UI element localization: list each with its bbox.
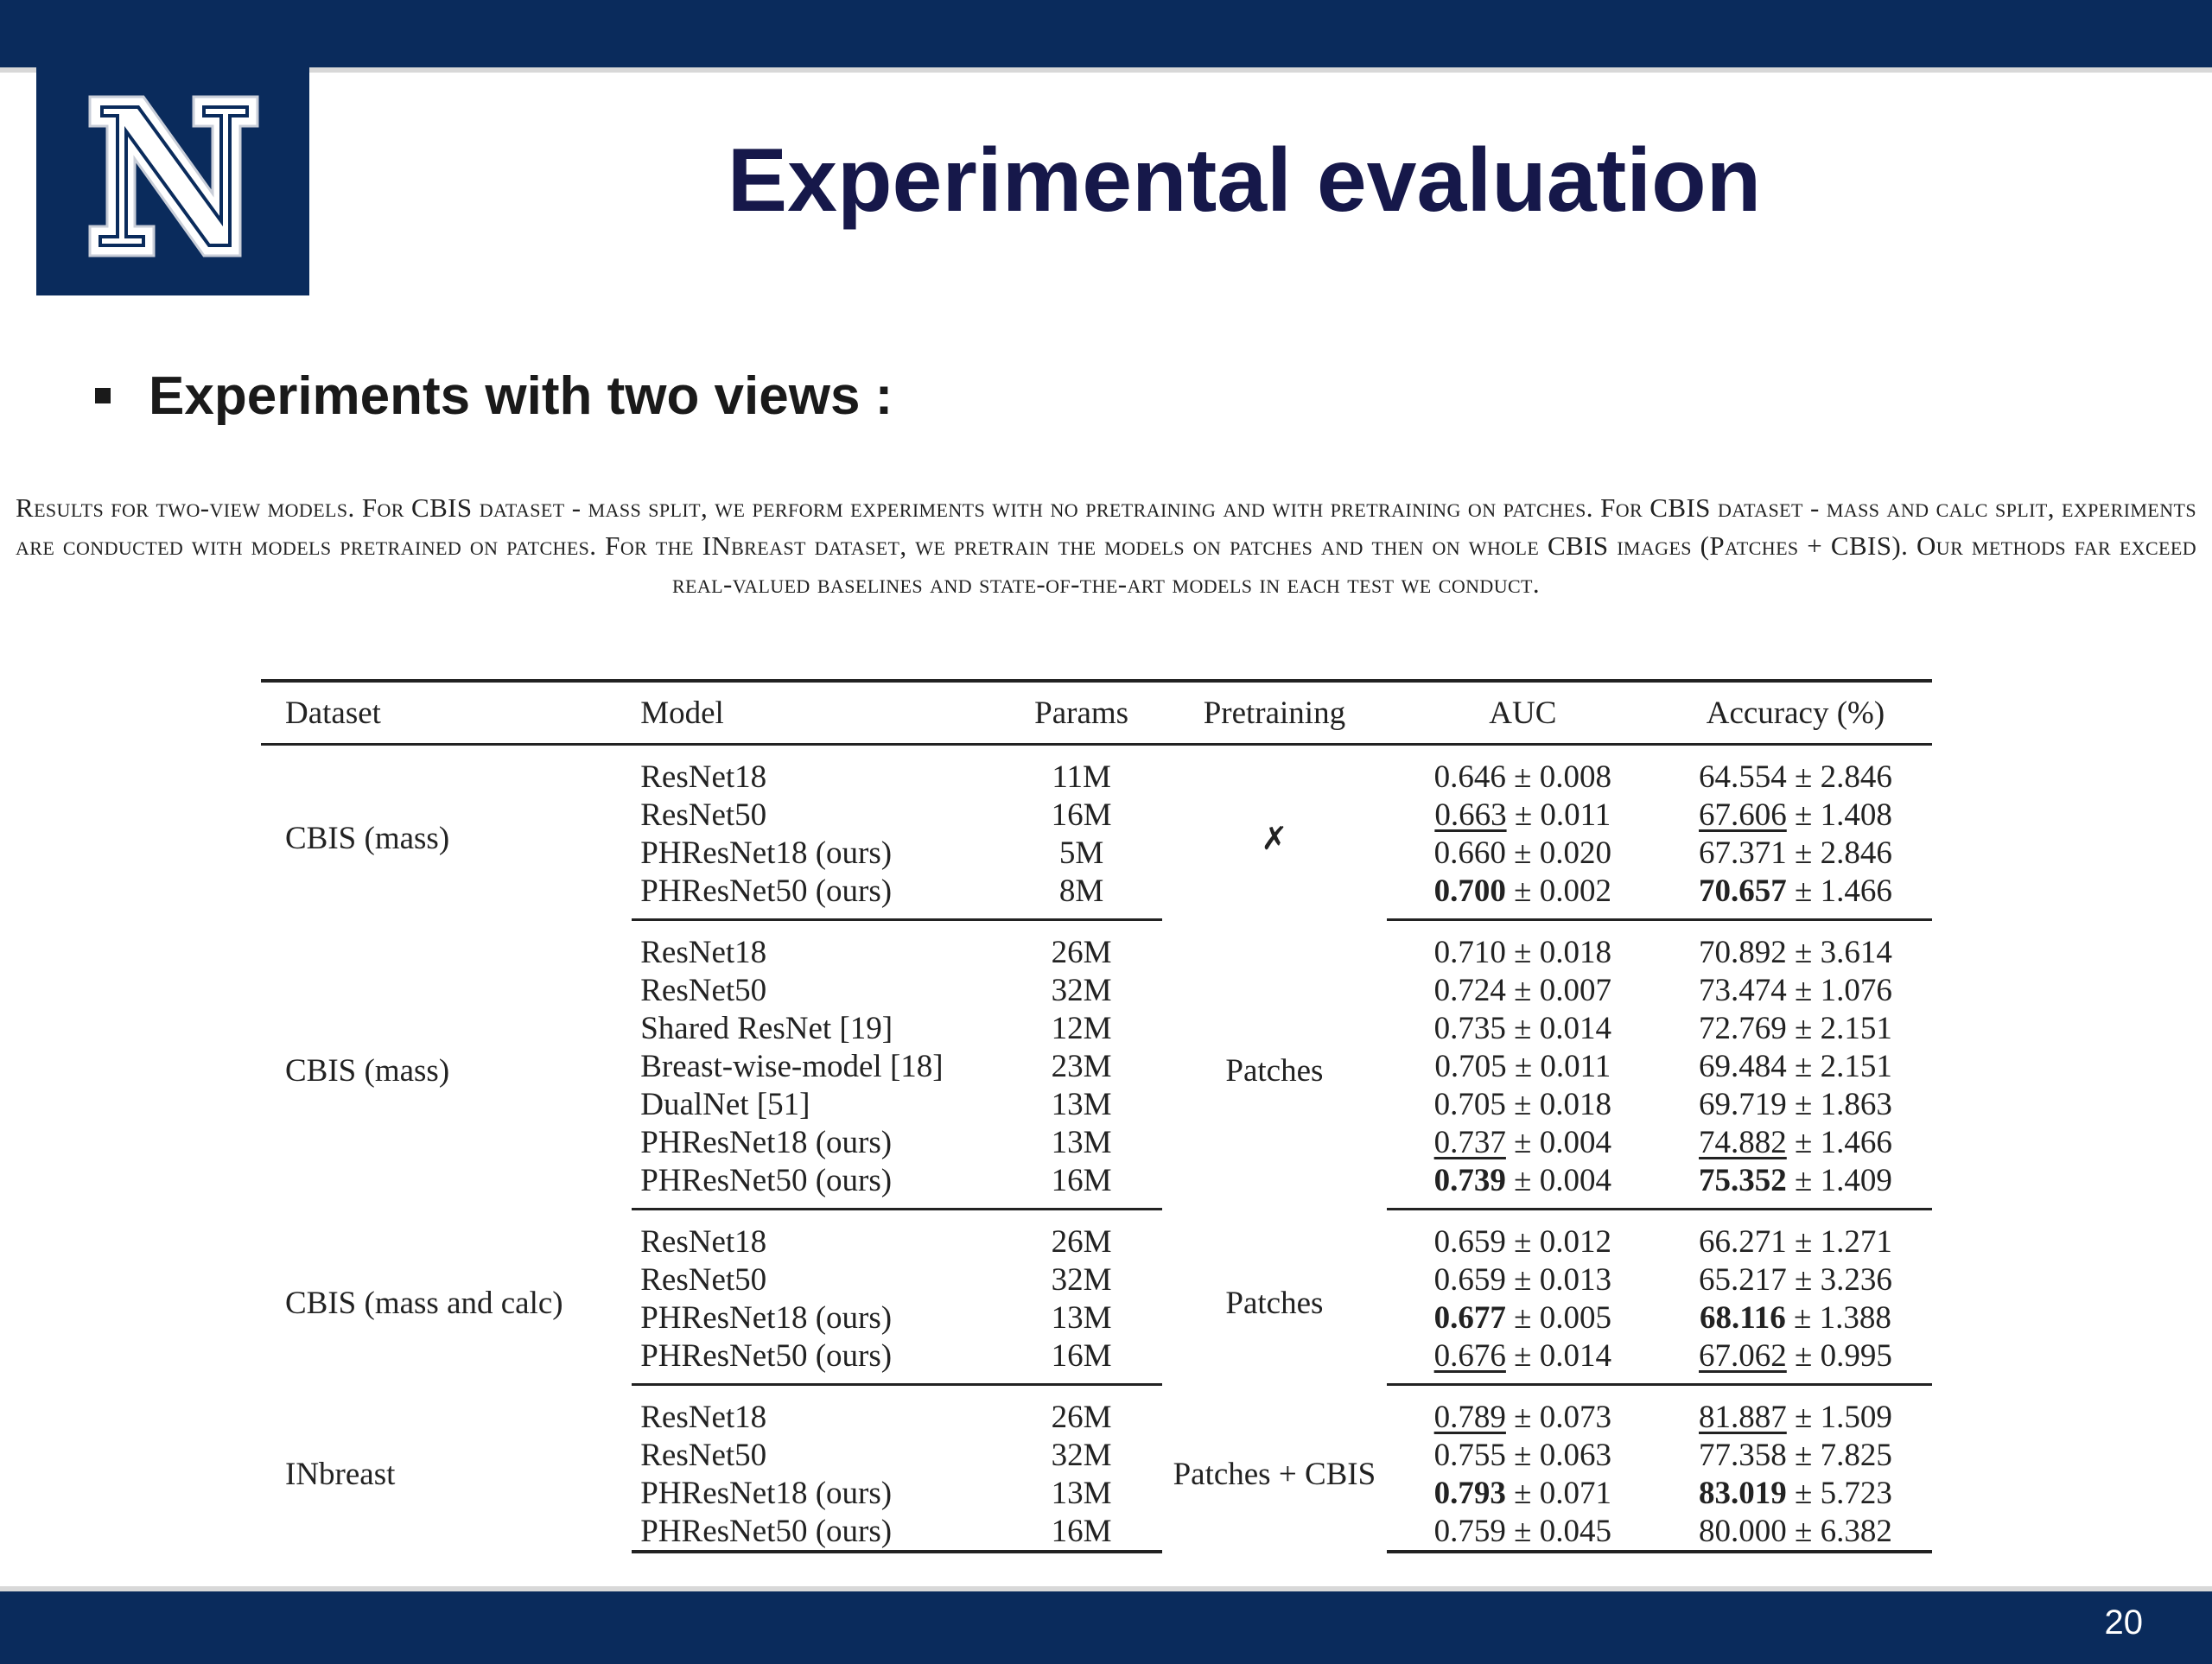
model-cell: ResNet18	[640, 1223, 767, 1260]
params-cell: 13M	[1051, 1299, 1112, 1336]
auc-cell: 0.676 ± 0.014	[1387, 1337, 1659, 1385]
accuracy-std: 2.846	[1820, 759, 1892, 795]
table-row	[261, 745, 1932, 797]
auc-cell: 0.659 ± 0.013	[1433, 1261, 1611, 1298]
results-table-container	[261, 679, 1932, 1553]
slide-title: Experimental evaluation	[727, 130, 1762, 231]
auc-std: 0.014	[1539, 1010, 1611, 1046]
auc-std: 0.011	[1540, 797, 1611, 833]
model-cell: ResNet18	[640, 759, 767, 795]
auc-std: 0.005	[1539, 1299, 1611, 1336]
accuracy-std: 1.271	[1820, 1223, 1892, 1260]
accuracy-cell: 69.719 ± 1.863	[1699, 1086, 1892, 1122]
accuracy-std: 1.466	[1820, 1124, 1892, 1160]
auc-mean: 0.739	[1433, 1162, 1506, 1198]
accuracy-mean: 72.769	[1699, 1010, 1787, 1046]
university-logo	[36, 62, 309, 295]
accuracy-cell: 66.271 ± 1.271	[1699, 1223, 1892, 1260]
auc-cell: 0.735 ± 0.014	[1433, 1010, 1611, 1046]
accuracy-mean: 70.657	[1699, 873, 1787, 909]
auc-mean: 0.660	[1433, 835, 1506, 871]
pretraining-cell: Patches	[1225, 1285, 1324, 1321]
accuracy-cell: 70.657 ± 1.466	[1659, 872, 1932, 920]
accuracy-std: 2.151	[1820, 1048, 1892, 1084]
auc-cell: 0.737 ± 0.004	[1433, 1124, 1611, 1160]
pretraining-cell: Patches	[1225, 1052, 1324, 1089]
auc-mean: 0.663	[1434, 797, 1507, 833]
auc-mean: 0.705	[1434, 1048, 1507, 1084]
header-params: Params	[1001, 681, 1162, 745]
accuracy-cell: 73.474 ± 1.076	[1699, 972, 1892, 1008]
auc-std: 0.020	[1539, 835, 1611, 871]
model-cell: PHResNet18 (ours)	[640, 1475, 893, 1511]
table-row	[261, 1210, 1932, 1261]
results-table	[261, 679, 1932, 1553]
auc-mean: 0.659	[1433, 1261, 1506, 1298]
model-cell: PHResNet50 (ours)	[632, 872, 1001, 920]
auc-mean: 0.705	[1433, 1086, 1506, 1122]
table-row	[261, 1385, 1932, 1437]
accuracy-cell: 74.882 ± 1.466	[1699, 1124, 1892, 1160]
bullet-text: Experiments with two views :	[149, 365, 893, 426]
block-n-logo-icon	[83, 90, 264, 263]
model-cell: Breast-wise-model [18]	[640, 1048, 944, 1084]
dataset-cell: CBIS (mass and calc)	[285, 1285, 563, 1321]
dataset-cell: CBIS (mass)	[285, 1052, 450, 1089]
model-cell: PHResNet18 (ours)	[640, 1299, 893, 1336]
accuracy-std: 0.995	[1820, 1337, 1892, 1374]
accuracy-cell: 67.606 ± 1.408	[1699, 797, 1892, 833]
auc-cell: 0.755 ± 0.063	[1433, 1437, 1611, 1473]
header-accuracy: Accuracy (%)	[1659, 681, 1932, 745]
accuracy-cell: 83.019 ± 5.723	[1699, 1475, 1892, 1511]
auc-std: 0.004	[1539, 1124, 1611, 1160]
auc-std: 0.071	[1539, 1475, 1611, 1511]
header-pretraining: Pretraining	[1162, 681, 1387, 745]
header-model: Model	[632, 681, 1001, 745]
header-dataset: Dataset	[261, 681, 632, 745]
accuracy-std: 1.409	[1820, 1162, 1892, 1198]
auc-mean: 0.710	[1433, 934, 1506, 970]
accuracy-std: 5.723	[1820, 1475, 1892, 1511]
auc-mean: 0.724	[1433, 972, 1506, 1008]
accuracy-std: 2.846	[1820, 835, 1892, 871]
accuracy-cell: 67.371 ± 2.846	[1699, 835, 1892, 871]
accuracy-std: 1.509	[1820, 1399, 1892, 1435]
auc-mean: 0.659	[1433, 1223, 1506, 1260]
auc-cell: 0.705 ± 0.018	[1433, 1086, 1611, 1122]
accuracy-mean: 65.217	[1699, 1261, 1787, 1298]
params-cell: 13M	[1051, 1086, 1112, 1122]
params-cell: 11M	[1052, 759, 1111, 795]
auc-std: 0.002	[1539, 873, 1611, 909]
accuracy-cell: 64.554 ± 2.846	[1699, 759, 1892, 795]
auc-mean: 0.759	[1433, 1513, 1506, 1549]
auc-cell: 0.793 ± 0.071	[1433, 1475, 1611, 1511]
accuracy-cell: 81.887 ± 1.509	[1699, 1399, 1892, 1435]
auc-std: 0.014	[1539, 1337, 1611, 1374]
auc-cell: 0.700 ± 0.002	[1387, 872, 1659, 920]
auc-std: 0.007	[1539, 972, 1611, 1008]
model-cell: ResNet18	[640, 934, 767, 970]
accuracy-std: 1.466	[1820, 873, 1892, 909]
accuracy-cell: 68.116 ± 1.388	[1700, 1299, 1891, 1336]
model-cell: DualNet [51]	[640, 1086, 810, 1122]
header-auc: AUC	[1387, 681, 1659, 745]
pretraining-cell: ✗	[1261, 821, 1288, 857]
auc-mean: 0.676	[1433, 1337, 1506, 1374]
auc-mean: 0.793	[1433, 1475, 1506, 1511]
auc-cell: 0.677 ± 0.005	[1433, 1299, 1611, 1336]
auc-cell: 0.659 ± 0.012	[1433, 1223, 1611, 1260]
auc-cell: 0.739 ± 0.004	[1387, 1161, 1659, 1210]
accuracy-cell: 67.062 ± 0.995	[1659, 1337, 1932, 1385]
model-cell: ResNet50	[640, 1437, 767, 1473]
auc-mean: 0.789	[1433, 1399, 1506, 1435]
model-cell: ResNet50	[640, 797, 767, 833]
params-cell: 26M	[1051, 1399, 1112, 1435]
model-cell: ResNet18	[640, 1399, 767, 1435]
model-cell: PHResNet18 (ours)	[640, 835, 893, 871]
auc-std: 0.063	[1539, 1437, 1611, 1473]
params-cell: 13M	[1051, 1475, 1112, 1511]
table-header-row	[261, 681, 1932, 745]
dataset-cell: INbreast	[285, 1456, 396, 1492]
model-cell: ResNet50	[640, 972, 767, 1008]
auc-std: 0.008	[1539, 759, 1611, 795]
accuracy-cell: 77.358 ± 7.825	[1699, 1437, 1892, 1473]
auc-mean: 0.737	[1433, 1124, 1506, 1160]
accuracy-cell: 75.352 ± 1.409	[1659, 1161, 1932, 1210]
auc-std: 0.012	[1539, 1223, 1611, 1260]
accuracy-mean: 67.606	[1699, 797, 1787, 833]
pretraining-cell: Patches + CBIS	[1173, 1456, 1376, 1492]
auc-std: 0.073	[1539, 1399, 1611, 1435]
model-cell: PHResNet50 (ours)	[632, 1512, 1001, 1552]
model-cell: PHResNet50 (ours)	[632, 1337, 1001, 1385]
accuracy-mean: 67.371	[1699, 835, 1787, 871]
accuracy-std: 7.825	[1820, 1437, 1892, 1473]
accuracy-mean: 83.019	[1699, 1475, 1787, 1511]
accuracy-mean: 74.882	[1699, 1124, 1787, 1160]
accuracy-mean: 75.352	[1699, 1162, 1787, 1198]
accuracy-std: 3.236	[1820, 1261, 1892, 1298]
auc-std: 0.004	[1539, 1162, 1611, 1198]
accuracy-std: 2.151	[1820, 1010, 1892, 1046]
params-cell: 16M	[1051, 797, 1112, 833]
bullet-square-icon	[95, 388, 111, 403]
params-cell: 16M	[1001, 1337, 1162, 1385]
accuracy-mean: 66.271	[1699, 1223, 1787, 1260]
table-row	[261, 920, 1932, 972]
accuracy-std: 6.382	[1820, 1513, 1892, 1549]
auc-std: 0.018	[1539, 1086, 1611, 1122]
accuracy-std: 1.076	[1820, 972, 1892, 1008]
auc-mean: 0.700	[1433, 873, 1506, 909]
auc-cell: 0.660 ± 0.020	[1433, 835, 1611, 871]
params-cell: 32M	[1051, 1437, 1112, 1473]
accuracy-mean: 69.719	[1699, 1086, 1787, 1122]
accuracy-std: 1.863	[1820, 1086, 1892, 1122]
accuracy-mean: 81.887	[1699, 1399, 1787, 1435]
bullet-point	[95, 361, 893, 430]
params-cell: 26M	[1051, 934, 1112, 970]
model-cell: ResNet50	[640, 1261, 767, 1298]
params-cell: 12M	[1051, 1010, 1112, 1046]
params-cell: 32M	[1051, 972, 1112, 1008]
auc-cell: 0.646 ± 0.008	[1433, 759, 1611, 795]
accuracy-mean: 80.000	[1699, 1513, 1787, 1549]
table-body	[261, 745, 1932, 1553]
auc-std: 0.013	[1539, 1261, 1611, 1298]
params-cell: 23M	[1051, 1048, 1112, 1084]
auc-mean: 0.755	[1433, 1437, 1506, 1473]
accuracy-mean: 68.116	[1700, 1299, 1786, 1336]
bottom-banner	[0, 1586, 2212, 1664]
page-number: 20	[2104, 1604, 2143, 1642]
model-cell: PHResNet50 (ours)	[632, 1161, 1001, 1210]
params-cell: 16M	[1001, 1161, 1162, 1210]
model-cell: PHResNet18 (ours)	[640, 1124, 893, 1160]
params-cell: 13M	[1051, 1124, 1112, 1160]
auc-cell: 0.724 ± 0.007	[1433, 972, 1611, 1008]
accuracy-std: 3.614	[1820, 934, 1892, 970]
top-banner	[0, 0, 2212, 73]
params-cell: 8M	[1001, 872, 1162, 920]
params-cell: 16M	[1001, 1512, 1162, 1552]
model-cell: Shared ResNet [19]	[640, 1010, 893, 1046]
accuracy-mean: 77.358	[1699, 1437, 1787, 1473]
accuracy-cell: 70.892 ± 3.614	[1699, 934, 1892, 970]
auc-mean: 0.735	[1433, 1010, 1506, 1046]
accuracy-mean: 67.062	[1699, 1337, 1787, 1374]
accuracy-cell: 65.217 ± 3.236	[1699, 1261, 1892, 1298]
auc-cell: 0.789 ± 0.073	[1433, 1399, 1611, 1435]
auc-std: 0.018	[1539, 934, 1611, 970]
params-cell: 26M	[1051, 1223, 1112, 1260]
accuracy-mean: 70.892	[1699, 934, 1787, 970]
auc-mean: 0.677	[1433, 1299, 1506, 1336]
auc-mean: 0.646	[1433, 759, 1506, 795]
accuracy-cell: 72.769 ± 2.151	[1699, 1010, 1892, 1046]
auc-cell: 0.710 ± 0.018	[1433, 934, 1611, 970]
auc-std: 0.045	[1539, 1513, 1611, 1549]
table-caption: Results for two-view models. For CBIS dataset - mass split, we perform experiments with no pretraining and with pretraining on patches. For CBIS dataset - mass and calc split, experiments are conducted with models pretrained on patches. For the INbreast dataset, we pretrain the models on patches and then on whole CBIS images (Patches + CBIS). Our methods far exceed real-valued baselines and state-of-the-art models in each test we conduct.	[16, 492, 2196, 599]
accuracy-std: 1.388	[1819, 1299, 1891, 1336]
accuracy-mean: 64.554	[1699, 759, 1787, 795]
auc-std: 0.011	[1540, 1048, 1611, 1084]
params-cell: 32M	[1051, 1261, 1112, 1298]
auc-cell: 0.705 ± 0.011	[1434, 1048, 1611, 1084]
accuracy-cell: 80.000 ± 6.382	[1659, 1512, 1932, 1552]
accuracy-mean: 73.474	[1699, 972, 1787, 1008]
params-cell: 5M	[1058, 835, 1104, 871]
accuracy-std: 1.408	[1820, 797, 1892, 833]
dataset-cell: CBIS (mass)	[285, 821, 450, 857]
accuracy-mean: 69.484	[1699, 1048, 1787, 1084]
accuracy-cell: 69.484 ± 2.151	[1699, 1048, 1892, 1084]
auc-cell: 0.663 ± 0.011	[1434, 797, 1611, 833]
auc-cell: 0.759 ± 0.045	[1387, 1512, 1659, 1552]
